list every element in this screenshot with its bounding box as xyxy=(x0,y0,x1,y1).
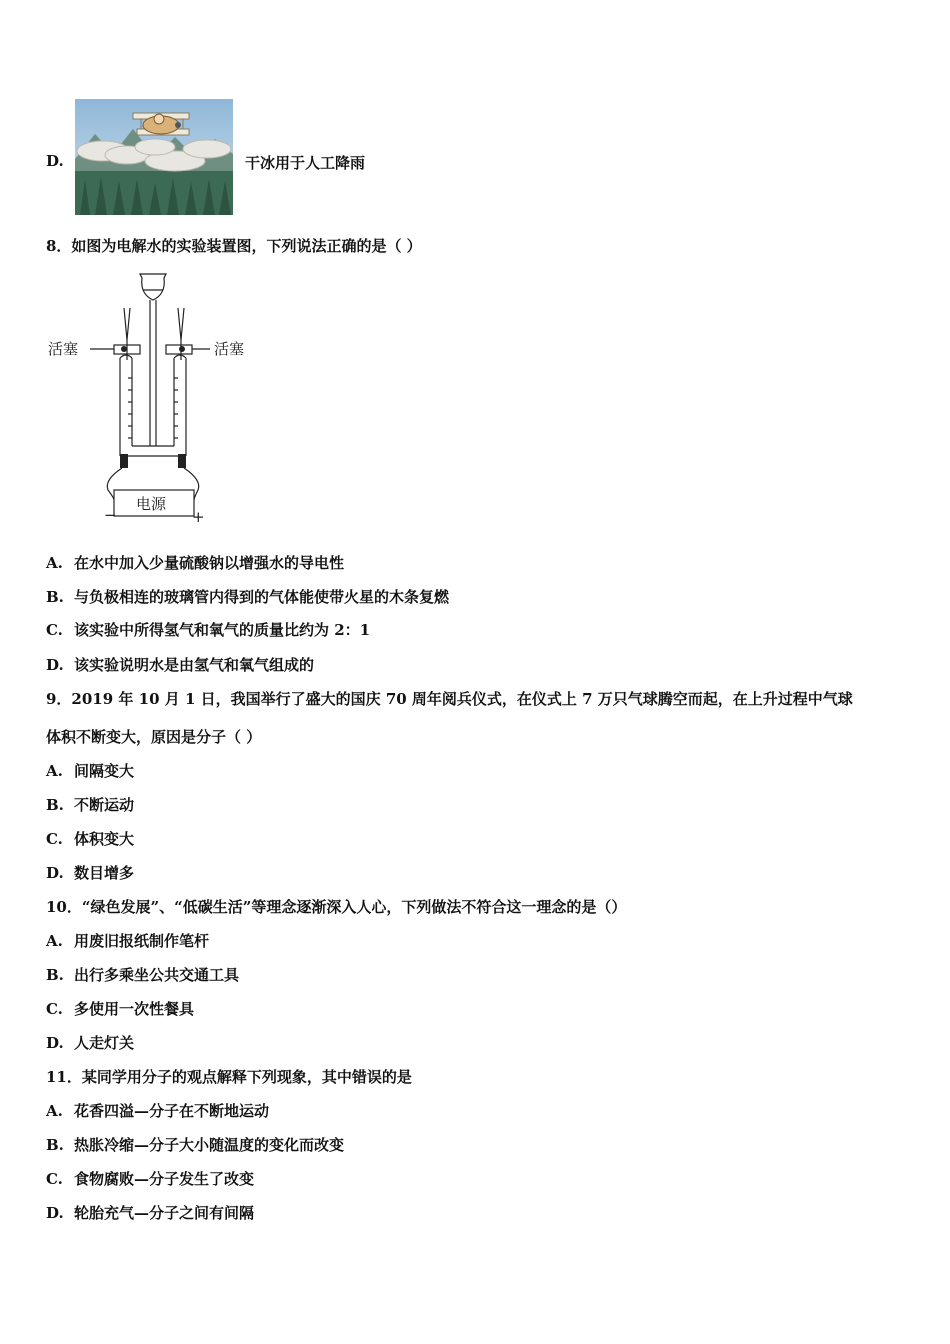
q11-option-d xyxy=(46,1203,254,1223)
q8-option-b xyxy=(46,587,449,607)
option-text: 轮胎充气—分子之间有间隔 xyxy=(74,1204,255,1222)
option-label: D. xyxy=(46,1034,64,1052)
option-label: C. xyxy=(46,1170,63,1188)
right-stopcock-label: 活塞 xyxy=(214,340,245,358)
q7-option-d-text: 干冰用于人工降雨 xyxy=(245,154,366,172)
q10-option-c xyxy=(46,999,194,1019)
option-label: B. xyxy=(46,588,64,606)
option-text: 用废旧报纸制作笔杆 xyxy=(74,932,210,950)
q9-stem-line2: 体积不断变大，原因是分子（ ） xyxy=(46,728,262,746)
option-text: 热胀冷缩—分子大小随温度的变化而改变 xyxy=(74,1136,345,1154)
option-label: A. xyxy=(46,932,63,950)
q10-stem: 10．“绿色发展”、“低碳生活”等理念逐渐深入人心，下列做法不符合这一理念的是（） xyxy=(46,898,627,916)
q11-option-b xyxy=(46,1135,344,1155)
option-text: 该实验中所得氢气和氧气的质量比约为 2：1 xyxy=(74,621,371,639)
electrolysis-apparatus-diagram xyxy=(44,268,254,524)
option-label: A. xyxy=(46,762,63,780)
option-text: 与负极相连的玻璃管内得到的气体能使带火星的木条复燃 xyxy=(74,588,450,606)
option-text: 出行多乘坐公共交通工具 xyxy=(74,966,240,984)
q11-stem: 11．某同学用分子的观点解释下列现象，其中错误的是 xyxy=(46,1068,412,1086)
positive-terminal-label: + xyxy=(192,508,205,524)
q10-option-a xyxy=(46,931,209,951)
left-stopcock-label: 活塞 xyxy=(48,340,79,358)
q9-stem-line1: 9．2019 年 10 月 1 日，我国举行了盛大的国庆 70 周年阅兵仪式，在仪式上 7 万只气球腾空而起，在上升过程中气球 xyxy=(46,690,853,708)
option-label: C. xyxy=(46,1000,63,1018)
dry-ice-plane-image xyxy=(75,99,233,215)
q7-option-d-label: D. xyxy=(46,152,64,170)
q9-option-b xyxy=(46,795,134,815)
q9-option-d xyxy=(46,863,134,883)
option-text: 间隔变大 xyxy=(74,762,135,780)
option-text: 不断运动 xyxy=(74,796,135,814)
q11-option-c xyxy=(46,1169,254,1189)
negative-terminal-label: − xyxy=(104,506,117,524)
option-text: 在水中加入少量硫酸钠以增强水的导电性 xyxy=(74,554,345,572)
q11-option-a xyxy=(46,1101,269,1121)
q9-option-c xyxy=(46,829,134,849)
q8-option-a xyxy=(46,553,344,573)
option-label: D. xyxy=(46,1204,64,1222)
option-label: A. xyxy=(46,554,63,572)
option-text: 该实验说明水是由氢气和氧气组成的 xyxy=(74,656,315,674)
option-label: D. xyxy=(46,864,64,882)
q10-option-b xyxy=(46,965,239,985)
option-text: 体积变大 xyxy=(74,830,135,848)
option-label: B. xyxy=(46,796,64,814)
option-label: B. xyxy=(46,966,64,984)
option-text: 多使用一次性餐具 xyxy=(74,1000,195,1018)
q8-stem: 8．如图为电解水的实验装置图，下列说法正确的是（ ） xyxy=(46,237,422,255)
option-text: 人走灯关 xyxy=(74,1034,135,1052)
option-text: 数目增多 xyxy=(74,864,135,882)
option-label: C. xyxy=(46,830,63,848)
q9-option-a xyxy=(46,761,134,781)
q8-option-d xyxy=(46,655,314,675)
option-text: 食物腐败—分子发生了改变 xyxy=(74,1170,255,1188)
power-source-label: 电源 xyxy=(136,495,167,513)
option-label: A. xyxy=(46,1102,63,1120)
option-text: 花香四溢—分子在不断地运动 xyxy=(74,1102,270,1120)
option-label: B. xyxy=(46,1136,64,1154)
option-label: D. xyxy=(46,656,64,674)
option-label: C. xyxy=(46,621,63,639)
q10-option-d xyxy=(46,1033,134,1053)
q8-option-c xyxy=(46,620,370,640)
